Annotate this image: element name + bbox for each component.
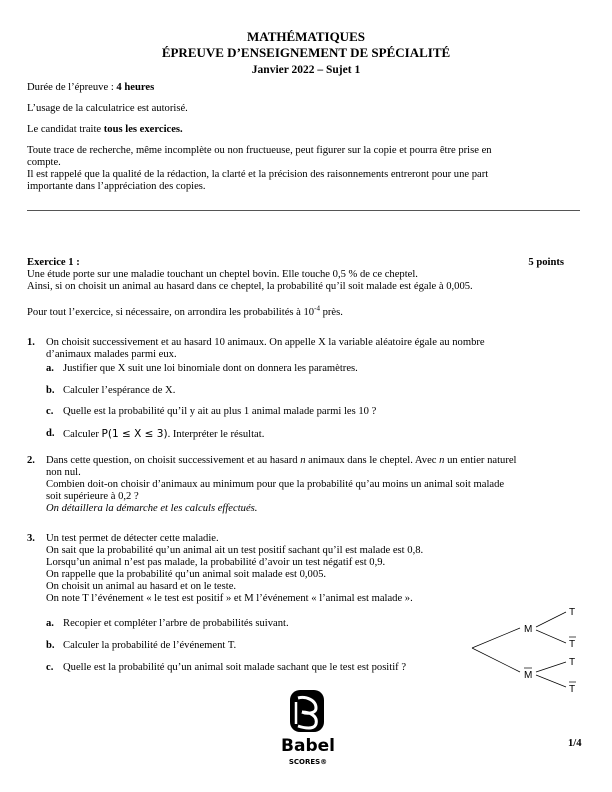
tree-branch-m-t-bar — [536, 630, 566, 643]
tree-branch-mbar-t-bar — [536, 675, 566, 687]
question-3b-text: Calculer la probabilité de l’événement T. — [63, 640, 237, 651]
tree-leaf-t-bar-1: T — [569, 639, 576, 650]
tree-branch-m — [472, 628, 520, 648]
tree-node-m: M — [524, 624, 533, 635]
question-2-line-2: non nul. — [46, 467, 81, 478]
exercise-intro-2: Ainsi, si on choisit un animal au hasard dans ce cheptel, la probabilité qu’il soit malade est égale à 0,005. — [27, 281, 473, 292]
question-1-line-2: d’animaux malades parmi eux. — [46, 349, 177, 360]
section-divider — [27, 210, 580, 211]
logo-subtitle: SCORES® — [288, 758, 328, 766]
duration-value: 4 heures — [116, 82, 155, 93]
question-3-line-1: Un test permet de détecter cette maladie. — [46, 533, 219, 544]
question-2-number: 2. — [27, 455, 35, 466]
question-3-line-6: On note T l’événement « le test est positif » et M l’événement « l’animal est malade ». — [46, 593, 413, 604]
question-3c-label: c. — [46, 662, 54, 673]
question-3-line-3: Lorsqu’un animal n’est pas malade, la probabilité d’avoir un test négatif est 0,9. — [46, 557, 386, 568]
question-1b-text: Calculer l’espérance de X. — [63, 385, 176, 396]
research-line-2: compte. — [27, 157, 61, 168]
calculator-note: L’usage de la calculatrice est autorisé. — [27, 103, 188, 114]
tree-leaf-t-2: T — [569, 657, 576, 668]
exercise-header — [27, 257, 564, 269]
question-1-line-1: On choisit successivement et au hasard 10 animaux. On appelle X la variable aléatoire égale au nombre — [46, 337, 485, 348]
probability-expression: P(1 ≤ X ≤ 3) — [101, 428, 168, 440]
question-3-number: 3. — [27, 533, 35, 544]
question-1a-label: a. — [46, 363, 54, 374]
tree-branch-m-t — [536, 612, 566, 627]
logo-mark-icon — [290, 690, 324, 732]
babel-scores-logo — [276, 688, 340, 768]
tree-node-m-bar: M — [524, 670, 533, 681]
question-3-line-2: On sait que la probabilité qu’un animal ait un test positif sachant qu’il est malade est 0,8. — [46, 545, 424, 556]
quality-line-1: Il est rappelé que la qualité de la rédaction, la clarté et la précision des raisonnements entreront pour une part — [27, 169, 489, 180]
question-1a-text: Justifier que X suit une loi binomiale dont on donnera les paramètres. — [63, 363, 358, 374]
tree-branch-mbar-t — [536, 662, 566, 672]
question-3a-label: a. — [46, 618, 54, 629]
exercise-intro-1: Une étude porte sur une maladie touchant un cheptel bovin. Elle touche 0,5 % de ce cheptel. — [27, 269, 418, 280]
research-line-1: Toute trace de recherche, même incomplète ou non fructueuse, peut figurer sur la copie et pourra être prise en — [27, 145, 492, 156]
question-1-number: 1. — [27, 337, 35, 348]
question-1c-label: c. — [46, 406, 54, 417]
treat-line: Le candidat traite tous les exercices. — [27, 124, 183, 135]
tree-leaf-t-1: T — [569, 607, 576, 618]
question-1d-label: d. — [46, 428, 55, 439]
exercise-points: 5 points — [528, 257, 564, 268]
tree-leaf-t-bar-2: T — [569, 684, 576, 695]
rounding-note: Pour tout l’exercice, si nécessaire, on arrondira les probabilités à $10^{-4}$ près. — [27, 304, 343, 318]
exam-title: ÉPREUVE D’ENSEIGNEMENT DE SPÉCIALITÉ — [161, 45, 451, 60]
question-1d-text: Calculer P(1 ≤ X ≤ 3). Interpréter le résultat. — [63, 428, 265, 440]
probability-tree — [470, 600, 590, 695]
question-2-line-3: Combien doit-on choisir d’animaux au minimum pour que la probabilité qu’au moins un animal soit malade — [46, 479, 505, 490]
question-3a-text: Recopier et compléter l’arbre de probabilités suivant. — [63, 618, 289, 629]
logo-wordmark: Babel — [281, 736, 335, 756]
question-1c-text: Quelle est la probabilité qu’il y ait au plus 1 animal malade parmi les 10 ? — [63, 406, 377, 417]
question-3-line-4: On rappelle que la probabilité qu’un animal soit malade est 0,005. — [46, 569, 327, 580]
question-2-line-1: Dans cette question, on choisit successivement et au hasard n animaux dans le cheptel. Avec n un entier naturel — [46, 455, 517, 466]
question-3c-text: Quelle est la probabilité qu’un animal soit malade sachant que le test est positif ? — [63, 662, 407, 673]
tree-branch-m-bar — [472, 648, 520, 672]
exam-session: Janvier 2022 – Sujet 1 — [251, 64, 361, 76]
exercise-title: Exercice 1 : — [27, 257, 80, 268]
question-3b-label: b. — [46, 640, 55, 651]
question-1b-label: b. — [46, 385, 55, 396]
exam-subject: MATHÉMATIQUES — [247, 29, 365, 44]
duration-line: Durée de l’épreuve : 4 heures — [27, 82, 155, 93]
question-3-line-5: On choisit un animal au hasard et on le teste. — [46, 581, 237, 592]
page-number: 1/4 — [568, 738, 582, 749]
question-2-line-4: soit supérieure à 0,2 ? — [46, 491, 139, 502]
treat-value: tous les exercices. — [103, 124, 183, 135]
rounding-exponent: -4 — [314, 304, 320, 313]
question-2-line-5: On détaillera la démarche et les calculs effectués. — [46, 503, 258, 514]
quality-line-2: importante dans l’appréciation des copies. — [27, 181, 206, 192]
